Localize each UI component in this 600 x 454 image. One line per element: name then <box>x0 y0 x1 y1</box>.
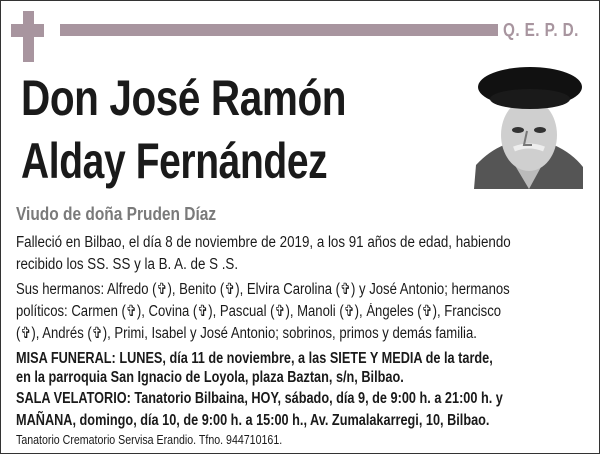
funeral-line: MISA FUNERAL: LUNES, día 11 de noviembre, a las SIETE Y MEDIA de la tarde, <box>16 350 493 367</box>
death-line: recibido los SS. SS y la B. A. de S .S. <box>16 256 239 273</box>
wake-line: MAÑANA, domingo, día 10, de 9:00 h. a 15:00 h., Av. Zumalakarregi, 10, Bilbao. <box>16 412 490 429</box>
funeral-home-footer: Tanatorio Crematorio Servisa Erandio. Tfno. 944710161. <box>16 433 283 447</box>
deceased-name-line1: Don José Ramón <box>21 70 347 126</box>
subtitle-widower: Viudo de doña Pruden Díaz <box>16 204 217 224</box>
family-line: Sus hermanos: Alfredo (✞), Benito (✞), Elvira Carolina (✞) y José Antonio; hermanos <box>16 281 510 298</box>
deceased-photo <box>474 63 583 189</box>
deceased-name-line2: Alday Fernández <box>21 133 328 189</box>
cross-icon-bar <box>11 24 44 37</box>
family-line: políticos: Carmen (✞), Covina (✞), Pascual (✞), Manoli (✞), Ángeles (✞), Francisco <box>16 303 502 320</box>
qepd-label: Q. E. P. D. <box>503 20 579 40</box>
header-rule <box>60 24 498 36</box>
funeral-line: en la parroquia San Ignacio de Loyola, plaza Baztan, s/n, Bilbao. <box>16 369 404 386</box>
family-line: (✞), Andrés (✞), Primi, Isabel y José Antonio; sobrinos, primos y demás familia. <box>16 325 477 342</box>
wake-line: SALA VELATORIO: Tanatorio Bilbaina, HOY, sábado, día 9, de 9:00 h. a 21:00 h. y <box>16 390 503 407</box>
death-line: Falleció en Bilbao, el día 8 de noviembre de 2019, a los 91 años de edad, habiendo <box>16 234 511 251</box>
